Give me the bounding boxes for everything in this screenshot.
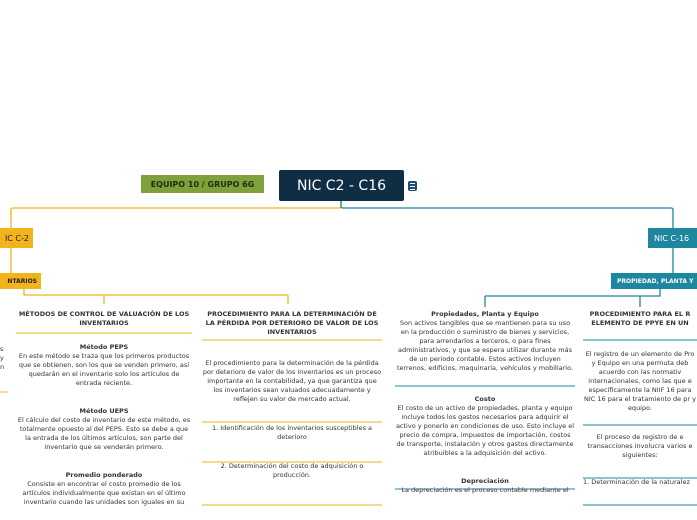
metodos-header: MÉTODOS DE CONTROL DE VALUACIÓN DE LOS INVENTARIOS — [18, 310, 190, 327]
registro-process: El proceso de registro de e transacciones involucra varios e siguientes: — [587, 433, 693, 459]
registro-step-1: 1. Determinación de la naturalez — [583, 478, 690, 486]
depreciacion-text: La depreciación es el proceso contable mediante el — [401, 486, 569, 494]
ppe-text: Son activos tangibles que se mantienen para su uso en la producción o suministro de bienes y servicios, para arrendarlos a terceros, o para fines administrativos, y que se espera utilizar durante más de un periodo contable. Estos activos incluyen terrenos, edificios, maquinaria, vehículos y mobiliario. — [396, 319, 574, 372]
depreciacion-title: Depreciación — [461, 477, 509, 485]
procedimiento-header: PROCEDIMIENTO PARA LA DETERMINACIÓN DE LA PÉRDIDA POR DETERIORO DE VALOR DE LOS INVENTARIOS — [205, 310, 379, 336]
costo-title: Costo — [474, 395, 496, 403]
branch-propiedad-planta-label: PROPIEDAD, PLANTA Y — [617, 277, 694, 285]
ueps-title: Método UEPS — [79, 407, 129, 415]
topic-propiedades-planta-equipo[interactable] — [395, 310, 575, 495]
branch-nic-c2-label: IC C-2 — [4, 233, 29, 243]
root-to-left-connector — [11, 201, 341, 228]
branch-inventarios-label: NTARIOS — [7, 277, 37, 285]
root-topic[interactable] — [279, 170, 404, 201]
promedio-text: Consiste en encontrar el costo promedio de los artículos individualmente que existan en el último inventario cuando las unidades son iguales en su — [22, 480, 186, 506]
topic-metodos-valuacion[interactable] — [16, 310, 192, 507]
ueps-text: El cálculo del costo de inventario de este método, es totalmente opuesto al del PEPS. Esto se debe a que la entrada de los últimos artículos, son parte del inventario que se venderán primero. — [17, 416, 191, 451]
peps-text: En este método se traza que los primeros productos que se obtienen, son los que se venden primero, así quedarán en el inventario solo los artículos de entrada reciente. — [18, 352, 190, 387]
procedimiento-step-2: 2. Determinación del costo de adquisición o producción. — [220, 462, 364, 479]
branch-nic-c2[interactable] — [0, 228, 33, 248]
topic-procedimiento-registro[interactable] — [583, 310, 697, 487]
left-edge-fragment: s y n — [0, 345, 5, 371]
procedimiento-intro: El procedimiento para la determinación de la pérdida por deterioro de valor de los inventarios es un proceso importante en la contabilidad, ya que garantiza que los inventarios sean valuados adecuadamente y reflejen su valor de mercado actual. — [202, 359, 382, 403]
procedimiento-step-1: 1. Identificación de los inventarios susceptibles a deterioro — [211, 424, 373, 441]
team-label-text: EQUIPO 10 / GRUPO 6G — [150, 179, 255, 189]
branch-propiedad-planta[interactable] — [611, 273, 697, 289]
branch-nic-c16-label: NIC C-16 — [654, 233, 690, 243]
notes-icon[interactable] — [408, 181, 417, 191]
promedio-title: Promedio ponderado — [65, 471, 143, 479]
ppe-title: Propiedades, Planta y Equipo — [431, 310, 539, 318]
costo-text: El costo de un activo de propiedades, planta y equipo incluye todos los gastos necesarios para adquirir el activo y ponerlo en condiciones de uso. Esto incluye el precio de compra, impuestos de importación, costos de transporte, instalación y otros gastos directamente atribuibles a la adquisición del activo. — [395, 404, 575, 457]
right-sub-connector — [485, 289, 660, 307]
branch-inventarios[interactable] — [0, 273, 41, 289]
registro-intro: El registro de un elemento de Pro y Equipo en una permuta deb acuerdo con las normativ internacionales, como las que e específicamente la NIIF 16 para NIC 16 para el tratamiento de pr y equipo. — [584, 350, 696, 412]
branch-nic-c16[interactable] — [648, 228, 697, 248]
left-sub-connector — [24, 289, 288, 304]
root-title: NIC C2 - C16 — [296, 177, 387, 194]
team-label[interactable] — [141, 175, 264, 193]
root-to-right-connector — [341, 201, 673, 228]
registro-header: PROCEDIMIENTO PARA EL R ELEMENTO DE PPYE EN UN — [589, 310, 691, 327]
topic-procedimiento-deterioro[interactable] — [202, 310, 382, 480]
peps-title: Método PEPS — [79, 343, 129, 351]
